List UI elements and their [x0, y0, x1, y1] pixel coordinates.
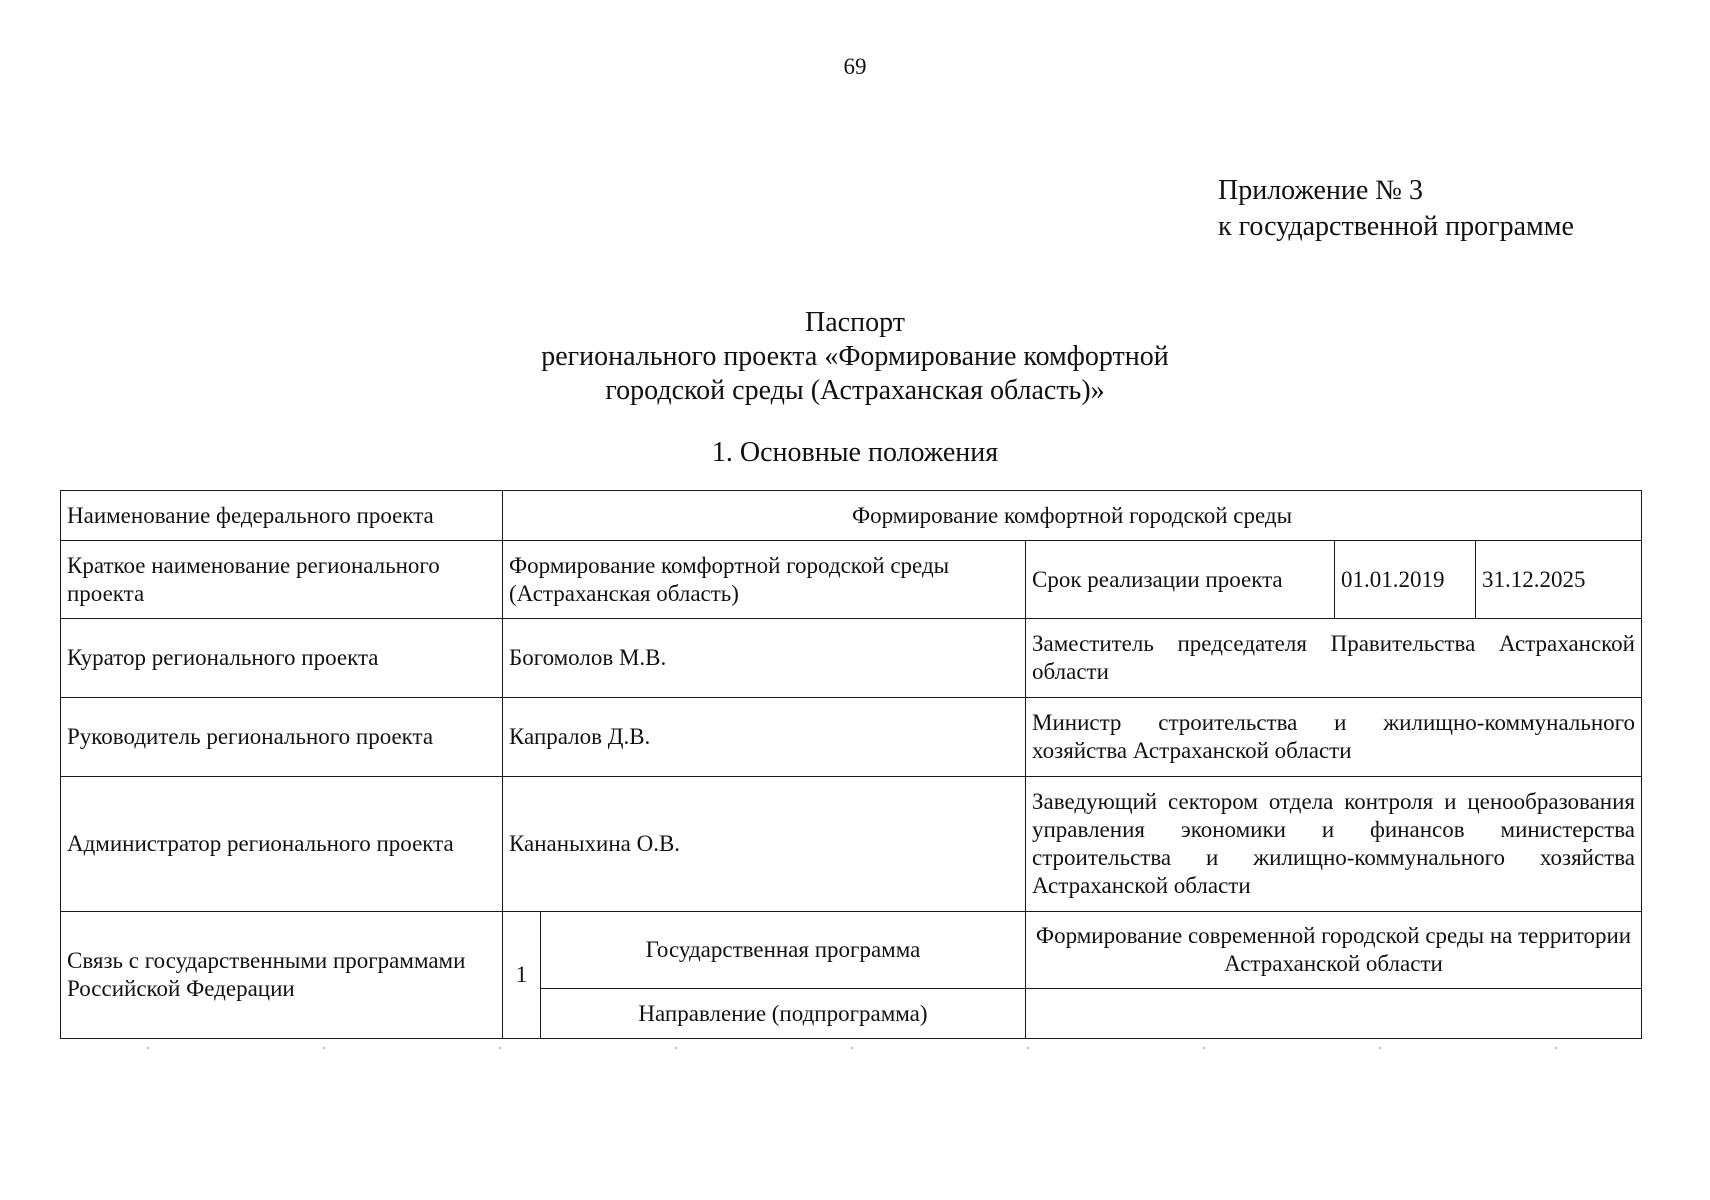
head-position: Министр строительства и жилищно-коммунального хозяйства Астраханской области: [1026, 698, 1642, 777]
main-provisions-table: [60, 490, 1642, 1039]
appendix-line-1: Приложение № 3: [1218, 175, 1423, 206]
table-row: [61, 541, 1642, 619]
passport-title-line-1: Паспорт: [805, 307, 905, 338]
administrator-position: Заведующий сектором отдела контроля и ценообразования управления экономики и финансов министерства строительства и жилищно-коммунального хозяйства Астраханской области: [1026, 777, 1642, 912]
appendix-line-2: к государственной программе: [1218, 211, 1574, 242]
curator-label: Куратор регионального проекта: [61, 619, 503, 698]
appendix-note: [1218, 173, 1574, 245]
programs-label: Связь с государственными программами Российской Федерации: [61, 912, 503, 1039]
head-name: Капралов Д.В.: [503, 698, 1026, 777]
table-row: [61, 912, 1642, 989]
head-label: Руководитель регионального проекта: [61, 698, 503, 777]
section-title: 1. Основные положения: [711, 437, 999, 468]
end-date: 31.12.2025: [1476, 541, 1642, 619]
subprogram-value: [1026, 989, 1642, 1039]
programs-number: 1: [503, 912, 541, 1039]
table-row: [61, 777, 1642, 912]
short-name-label: Краткое наименование регионального проекта: [61, 541, 503, 619]
passport-title-line-2: регионального проекта «Формирование комфортной: [541, 341, 1169, 372]
federal-project-value: Формирование комфортной городской среды: [503, 491, 1642, 541]
scan-artifact-divider: [60, 1046, 1641, 1050]
subprogram-label: Направление (подпрограмма): [541, 989, 1026, 1039]
state-program-label: Государственная программа: [541, 912, 1026, 989]
term-label: Срок реализации проекта: [1026, 541, 1335, 619]
passport-title: [0, 306, 1710, 408]
curator-name: Богомолов М.В.: [503, 619, 1026, 698]
table-row: [61, 698, 1642, 777]
table-row: [61, 491, 1642, 541]
short-name-value: Формирование комфортной городской среды (Астраханская область): [503, 541, 1026, 619]
federal-project-label: Наименование федерального проекта: [61, 491, 503, 541]
administrator-name: Кананыхина О.В.: [503, 777, 1026, 912]
page-number: 69: [843, 54, 867, 79]
state-program-value: Формирование современной городской среды на территории Астраханской области: [1026, 912, 1642, 989]
administrator-label: Администратор регионального проекта: [61, 777, 503, 912]
curator-position: Заместитель председателя Правительства Астраханской области: [1026, 619, 1642, 698]
passport-title-line-3: городской среды (Астраханская область)»: [605, 375, 1105, 406]
table-row: [61, 619, 1642, 698]
start-date: 01.01.2019: [1335, 541, 1476, 619]
